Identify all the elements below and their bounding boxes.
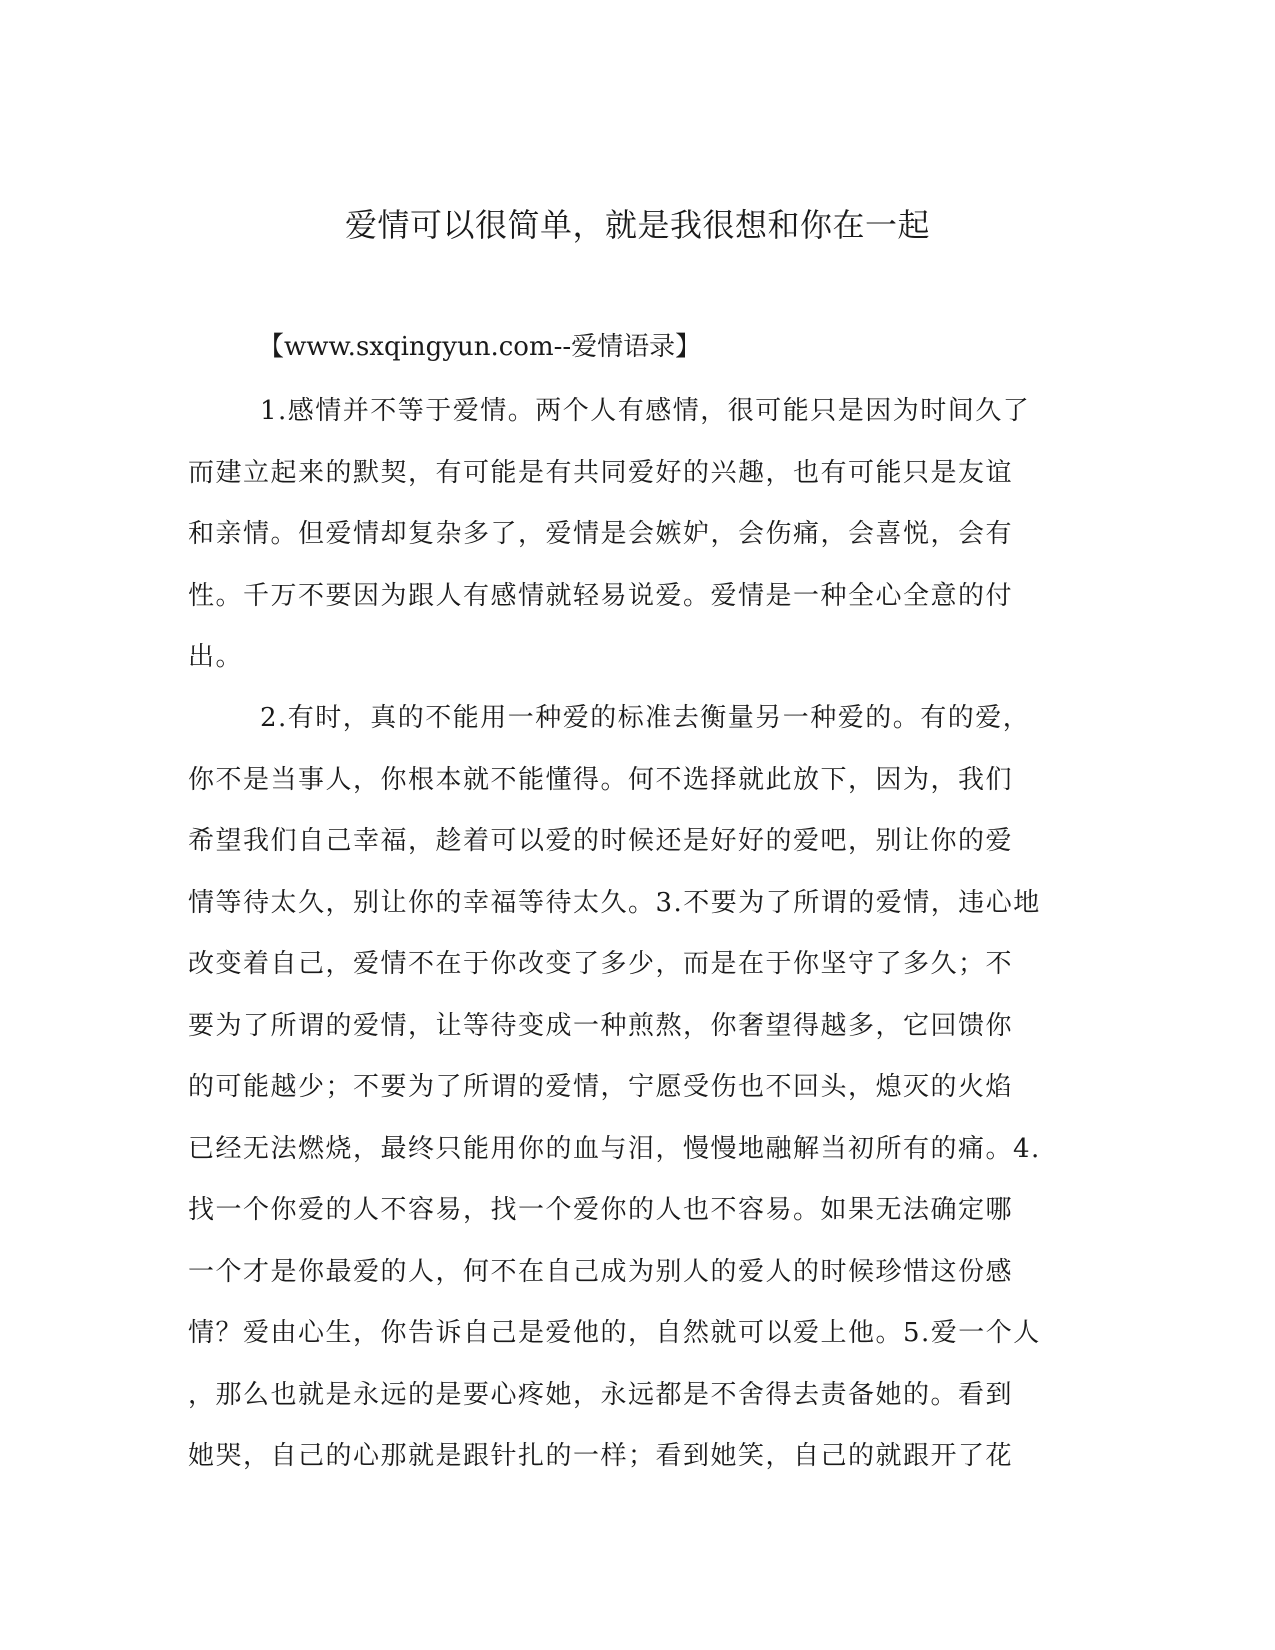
- paragraph-line: 你不是当事人，你根本就不能懂得。何不选择就此放下，因为，我们: [188, 764, 1014, 795]
- paragraph-line: 1.感情并不等于爱情。两个人有感情，很可能只是因为时间久了: [260, 396, 1031, 426]
- paragraph-line: 已经无法燃烧，最终只能用你的血与泪，慢慢地融解当初所有的痛。4.: [188, 1133, 1041, 1164]
- paragraph-line: 的可能越少；不要为了所谓的爱情，宁愿受伤也不回头，熄灭的火焰: [188, 1072, 1014, 1102]
- paragraph-line: 和亲情。但爱情却复杂多了，爱情是会嫉妒，会伤痛，会喜悦，会有: [188, 519, 1014, 549]
- paragraph-line: 情？爱由心生，你告诉自己是爱他的，自然就可以爱上他。5.爱一个人: [188, 1318, 1041, 1348]
- source-tag: 【www.sxqingyun.com--爱情语录】: [258, 332, 702, 362]
- paragraph-line: 希望我们自己幸福，趁着可以爱的时候还是好好的爱吧，别让你的爱: [188, 826, 1014, 856]
- paragraph-2: [188, 688, 1088, 1488]
- paragraph-line: 改变着自己，爱情不在于你改变了多少，而是在于你坚守了多久；不: [188, 949, 1014, 979]
- paragraph-line: ，那么也就是永远的是要心疼她，永远都是不舍得去责备她的。看到: [188, 1379, 1014, 1410]
- paragraph-line: 她哭，自己的心那就是跟针扎的一样；看到她笑，自己的就跟开了花: [188, 1441, 1014, 1471]
- paragraph-line: 要为了所谓的爱情，让等待变成一种煎熬，你奢望得越多，它回馈你: [188, 1010, 1014, 1041]
- paragraph-line: 2.有时，真的不能用一种爱的标准去衡量另一种爱的。有的爱，: [260, 703, 1031, 733]
- paragraph-line: 性。千万不要因为跟人有感情就轻易说爱。爱情是一种全心全意的付: [188, 580, 1014, 611]
- paragraph-line: 出。: [188, 642, 244, 672]
- document-title: 爱情可以很简单，就是我很想和你在一起: [344, 206, 930, 244]
- paragraph-line: 找一个你爱的人不容易，找一个爱你的人也不容易。如果无法确定哪: [188, 1195, 1014, 1225]
- paragraph-1: [188, 381, 1088, 689]
- paragraph-line: 而建立起来的默契，有可能是有共同爱好的兴趣，也有可能只是友谊: [188, 457, 1014, 488]
- paragraph-line: 情等待太久，别让你的幸福等待太久。3.不要为了所谓的爱情，违心地: [188, 887, 1041, 918]
- paragraph-line: 一个才是你最爱的人，何不在自己成为别人的爱人的时候珍惜这份感: [188, 1256, 1014, 1287]
